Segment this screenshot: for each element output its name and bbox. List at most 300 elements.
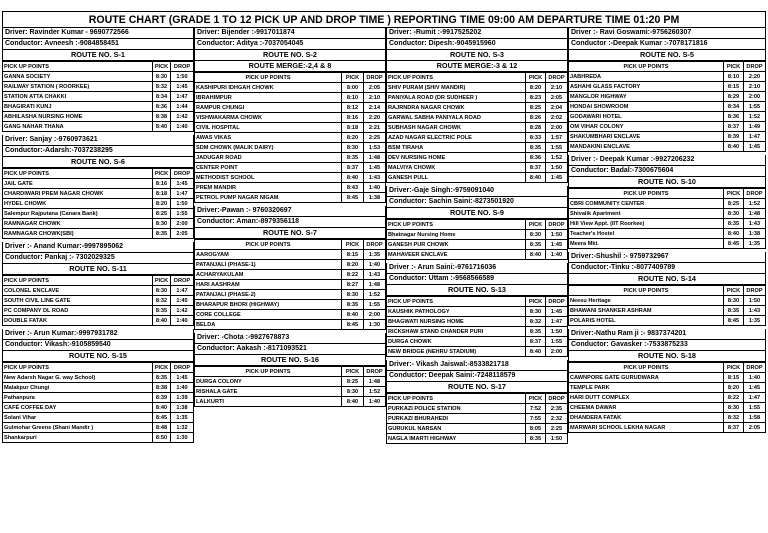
table-row bbox=[3, 306, 194, 316]
pick-time: 8:36 bbox=[724, 112, 744, 122]
driver-info: Driver: -Rumit :-9917525202 bbox=[386, 28, 568, 39]
pick-time: 8:39 bbox=[724, 132, 744, 142]
drop-time: 2:14 bbox=[364, 103, 386, 113]
pick-time: 8:40 bbox=[526, 250, 546, 260]
pick-up-points-header: PICK UP POINTS bbox=[387, 73, 526, 83]
stop-name: GODAWARI HOTEL bbox=[569, 112, 724, 122]
pick-time: 8:40 bbox=[153, 316, 171, 326]
drop-time: 2:00 bbox=[744, 92, 766, 102]
table-row bbox=[569, 72, 766, 82]
pick-time: 8:40 bbox=[526, 347, 546, 357]
stop-name: CAWNPORE GATE GURUDWARA bbox=[569, 373, 724, 383]
conductor-info: Conductor: Pankaj :- 7302029325 bbox=[2, 253, 194, 264]
stop-name: SHIV PURAM (SHIV MANDIR) bbox=[387, 83, 526, 93]
pick-time: 8:35 bbox=[526, 240, 546, 250]
drop-header: DROP bbox=[744, 189, 766, 199]
stop-name: BHAWANI SHANKER ASHRAM bbox=[569, 306, 724, 316]
pick-time: 8:45 bbox=[342, 193, 364, 203]
column-2 bbox=[194, 28, 386, 407]
table-row bbox=[3, 189, 194, 199]
driver-info: Driver:-Shushil :- 9759732967 bbox=[568, 252, 766, 263]
pick-time: 8:37 bbox=[342, 163, 364, 173]
drop-time: 2:04 bbox=[546, 103, 568, 113]
stop-name: BHAGIRATI KUNJ bbox=[3, 102, 153, 112]
table-row bbox=[569, 219, 766, 229]
stop-name: DHANDERA FATAK bbox=[569, 413, 724, 423]
stop-name: Teacher's Hostel bbox=[569, 229, 724, 239]
stop-name: CHEEMA DAWAR bbox=[569, 403, 724, 413]
pick-header: PICK bbox=[526, 73, 546, 83]
conductor-info: Conductor :-Deepak Kumar :-7078171816 bbox=[568, 39, 766, 50]
driver-info: Driver: Ravinder Kumar - 9690772566 bbox=[2, 28, 194, 39]
table-row bbox=[569, 403, 766, 413]
stop-name: CBRI COMMUNITY CENTER bbox=[569, 199, 724, 209]
drop-header: DROP bbox=[364, 367, 386, 377]
stop-name: PREM MANDIR bbox=[195, 183, 342, 193]
pick-up-points-header: PICK UP POINTS bbox=[387, 394, 526, 404]
drop-time: 1:45 bbox=[171, 296, 194, 306]
stop-name: BHARAPUR BHORI (HIGHWAY) bbox=[195, 300, 342, 310]
pick-time: 8:18 bbox=[153, 189, 171, 199]
stop-name: DOUBLE FATAK bbox=[3, 316, 153, 326]
stop-name: ABHILASHA NURSING HOME bbox=[3, 112, 153, 122]
pick-up-points-header: PICK UP POINTS bbox=[569, 363, 724, 373]
stop-name: CORE COLLEGE bbox=[195, 310, 342, 320]
route-table bbox=[194, 239, 386, 330]
drop-time: 2:35 bbox=[546, 404, 568, 414]
pick-up-points-header: PICK UP POINTS bbox=[195, 73, 342, 83]
table-row bbox=[3, 199, 194, 209]
pick-time: 8:20 bbox=[342, 133, 364, 143]
stop-name: Gulmohar Greens (Shani Mandir ) bbox=[3, 423, 153, 433]
conductor-info: Conductor: Badal:-7300675604 bbox=[568, 166, 766, 177]
drop-time: 1:45 bbox=[744, 383, 766, 393]
conductor-info: Conductor:-Tinku :-8077409789 bbox=[568, 263, 766, 274]
drop-header: DROP bbox=[744, 62, 766, 72]
drop-time: 1:35 bbox=[364, 250, 386, 260]
stop-name: CENTER POINT bbox=[195, 163, 342, 173]
drop-time: 1:47 bbox=[171, 92, 194, 102]
table-row bbox=[3, 229, 194, 239]
stop-name: New Adarsh Nagar G. way School) bbox=[3, 373, 153, 383]
pick-up-points-header: PICK UP POINTS bbox=[387, 220, 526, 230]
pick-time: 8:30 bbox=[153, 72, 171, 82]
pick-time: 8:40 bbox=[153, 122, 171, 132]
drop-time: 1:47 bbox=[546, 317, 568, 327]
pick-time: 8:35 bbox=[724, 306, 744, 316]
drop-time: 2:20 bbox=[364, 113, 386, 123]
pick-time: 8:35 bbox=[526, 143, 546, 153]
table-row bbox=[195, 377, 386, 387]
drop-time: 2:00 bbox=[171, 219, 194, 229]
drop-time: 2:10 bbox=[546, 83, 568, 93]
route-table bbox=[386, 393, 568, 444]
driver-info: Driver: -Chota :-9927678873 bbox=[194, 333, 386, 344]
pick-time: 7:52 bbox=[526, 404, 546, 414]
drop-time: 1:40 bbox=[171, 316, 194, 326]
stop-name: Solani Vihar bbox=[3, 413, 153, 423]
pick-up-points-header: PICK UP POINTS bbox=[387, 297, 526, 307]
pick-time: 8:33 bbox=[526, 133, 546, 143]
table-row bbox=[3, 102, 194, 112]
route-number: ROUTE NO. S-16 bbox=[194, 355, 386, 366]
route-number: ROUTE NO. S-9 bbox=[386, 208, 568, 219]
stop-name: SUBHASH NAGAR CHOWK bbox=[387, 123, 526, 133]
conductor-info: Conductor:-Adarsh:-7037238295 bbox=[2, 146, 194, 157]
driver-info: Driver: Sanjay :-9760973621 bbox=[2, 135, 194, 146]
pick-header: PICK bbox=[342, 240, 364, 250]
drop-header: DROP bbox=[364, 240, 386, 250]
table-row bbox=[3, 122, 194, 132]
drop-time: 1:43 bbox=[744, 219, 766, 229]
drop-time: 1:52 bbox=[744, 199, 766, 209]
stop-name: MAHAVEER ENCLAVE bbox=[387, 250, 526, 260]
route-number: ROUTE NO. S-18 bbox=[568, 351, 766, 362]
driver-info: Driver :- Deepak Kumar :-9927206232 bbox=[568, 155, 766, 166]
route-merge: ROUTE MERGE:-3 & 12 bbox=[386, 61, 568, 72]
pick-header: PICK bbox=[342, 367, 364, 377]
pick-time: 8:30 bbox=[342, 290, 364, 300]
table-row bbox=[195, 250, 386, 260]
drop-time: 2:05 bbox=[744, 423, 766, 433]
stop-name: Pathanpura bbox=[3, 393, 153, 403]
pick-time: 8:30 bbox=[526, 307, 546, 317]
drop-time: 1:48 bbox=[364, 280, 386, 290]
drop-time: 1:38 bbox=[171, 403, 194, 413]
pick-time: 8:45 bbox=[724, 239, 744, 249]
stop-name: HYDEL CHOWK bbox=[3, 199, 153, 209]
table-row bbox=[3, 393, 194, 403]
stop-name: AWAS VIKAS bbox=[195, 133, 342, 143]
table-row bbox=[195, 93, 386, 103]
table-row bbox=[3, 112, 194, 122]
route-table bbox=[568, 188, 766, 249]
table-row bbox=[569, 393, 766, 403]
stop-name: METHODIST SCHOOL bbox=[195, 173, 342, 183]
table-row bbox=[195, 113, 386, 123]
drop-time: 1:45 bbox=[744, 142, 766, 152]
route-block bbox=[386, 28, 568, 183]
table-row bbox=[569, 423, 766, 433]
pick-time: 8:35 bbox=[342, 153, 364, 163]
pick-time: 8:45 bbox=[724, 316, 744, 326]
table-row bbox=[569, 142, 766, 152]
stop-name: GURUKUL NARSAN bbox=[387, 424, 526, 434]
pick-time: 8:40 bbox=[724, 142, 744, 152]
route-number: ROUTE NO. S-5 bbox=[568, 50, 766, 61]
drop-time: 1:50 bbox=[546, 163, 568, 173]
table-row bbox=[569, 122, 766, 132]
stop-name: RAJRNDRA NAGAR CHOWK bbox=[387, 103, 526, 113]
route-number: ROUTE NO. S-3 bbox=[386, 50, 568, 61]
stop-name: PURKAZI BHURAHEDI bbox=[387, 414, 526, 424]
drop-time: 1:40 bbox=[364, 183, 386, 193]
table-row bbox=[569, 413, 766, 423]
pick-time: 8:35 bbox=[153, 373, 171, 383]
conductor-info: Conductor: Aakash :-8171093521 bbox=[194, 344, 386, 355]
pick-up-points-header: PICK UP POINTS bbox=[569, 62, 724, 72]
stop-name: COLONEL ENCLAVE bbox=[3, 286, 153, 296]
table-header-row bbox=[3, 276, 194, 286]
route-number: ROUTE NO. S-14 bbox=[568, 274, 766, 285]
conductor-info: Conductor: Aman:-8979356118 bbox=[194, 217, 386, 228]
table-row bbox=[387, 123, 568, 133]
drop-time: 2:02 bbox=[546, 113, 568, 123]
table-header-row bbox=[387, 73, 568, 83]
stop-name: RAMPUR CHUNGI bbox=[195, 103, 342, 113]
table-row bbox=[3, 296, 194, 306]
drop-time: 1:50 bbox=[744, 296, 766, 306]
drop-header: DROP bbox=[546, 73, 568, 83]
drop-time: 1:38 bbox=[744, 229, 766, 239]
stop-name: ACHARYAKULAM bbox=[195, 270, 342, 280]
stop-name: CAFÉ COFFEE DAY bbox=[3, 403, 153, 413]
pick-time: 8:35 bbox=[153, 229, 171, 239]
pick-time: 8:40 bbox=[724, 229, 744, 239]
table-row bbox=[569, 316, 766, 326]
pick-header: PICK bbox=[153, 62, 171, 72]
table-row bbox=[387, 230, 568, 240]
pick-time: 8:30 bbox=[724, 209, 744, 219]
table-header-row bbox=[387, 220, 568, 230]
drop-time: 1:52 bbox=[744, 112, 766, 122]
pick-up-points-header: PICK UP POINTS bbox=[3, 363, 153, 373]
drop-time: 1:40 bbox=[546, 250, 568, 260]
stop-name: HONDAI SHOWROOM bbox=[569, 102, 724, 112]
drop-time: 1:55 bbox=[744, 403, 766, 413]
drop-time: 2:10 bbox=[744, 82, 766, 92]
pick-up-points-header: PICK UP POINTS bbox=[3, 62, 153, 72]
drop-time: 2:20 bbox=[744, 72, 766, 82]
pick-time: 8:28 bbox=[526, 123, 546, 133]
table-row bbox=[387, 424, 568, 434]
table-row bbox=[3, 433, 194, 443]
stop-name: GANNA SOCIETY bbox=[3, 72, 153, 82]
pick-header: PICK bbox=[153, 169, 171, 179]
route-block bbox=[194, 206, 386, 330]
drop-time: 2:25 bbox=[546, 424, 568, 434]
stop-name: AZAD NAGAR ELECTRIC POLE bbox=[387, 133, 526, 143]
route-block bbox=[2, 28, 194, 132]
drop-time: 1:45 bbox=[364, 163, 386, 173]
route-table bbox=[568, 285, 766, 326]
stop-name: OM VIHAR COLONY bbox=[569, 122, 724, 132]
table-row bbox=[195, 300, 386, 310]
table-row bbox=[569, 373, 766, 383]
table-row bbox=[569, 209, 766, 219]
table-row bbox=[569, 296, 766, 306]
table-row bbox=[3, 413, 194, 423]
table-header-row bbox=[569, 62, 766, 72]
stop-name: Salempur Rajputana (Canara Bank) bbox=[3, 209, 153, 219]
pick-time: 8:15 bbox=[342, 250, 364, 260]
pick-time: 8:30 bbox=[153, 286, 171, 296]
drop-time: 1:30 bbox=[364, 320, 386, 330]
drop-time: 1:55 bbox=[171, 209, 194, 219]
table-header-row bbox=[195, 240, 386, 250]
route-table bbox=[2, 362, 194, 443]
stop-name: POLARIS HOTEL bbox=[569, 316, 724, 326]
conductor-info: Conductor: Vikash:-9105859540 bbox=[2, 340, 194, 351]
table-row bbox=[387, 404, 568, 414]
stop-name: Bhatnagar Nursing Home bbox=[387, 230, 526, 240]
table-row bbox=[3, 373, 194, 383]
pick-time: 8:29 bbox=[724, 92, 744, 102]
stop-name: GANESH PUR CHOWK bbox=[387, 240, 526, 250]
route-block bbox=[194, 28, 386, 203]
route-table bbox=[194, 72, 386, 203]
stop-name: HARI DUTT COMPLEX bbox=[569, 393, 724, 403]
stop-name: HARI AASHRAM bbox=[195, 280, 342, 290]
pick-time: 8:39 bbox=[153, 393, 171, 403]
drop-header: DROP bbox=[171, 276, 194, 286]
stop-name: RISHALA GATE bbox=[195, 387, 342, 397]
table-row bbox=[569, 306, 766, 316]
drop-time: 1:48 bbox=[744, 209, 766, 219]
stop-name: AAROGYAM bbox=[195, 250, 342, 260]
drop-time: 1:52 bbox=[546, 153, 568, 163]
pick-header: PICK bbox=[724, 286, 744, 296]
pick-time: 8:40 bbox=[153, 403, 171, 413]
stop-name: JABHREDA bbox=[569, 72, 724, 82]
drop-time: 2:05 bbox=[171, 229, 194, 239]
drop-time: 1:45 bbox=[546, 307, 568, 317]
drop-time: 1:47 bbox=[744, 393, 766, 403]
route-merge: ROUTE MERGE:-2,4 & 8 bbox=[194, 61, 386, 72]
stop-name: BHAGWATI NURSING HOME bbox=[387, 317, 526, 327]
table-row bbox=[387, 163, 568, 173]
pick-time: 8:25 bbox=[526, 103, 546, 113]
pick-time: 8:37 bbox=[724, 423, 744, 433]
route-block bbox=[568, 329, 766, 433]
table-row bbox=[3, 179, 194, 189]
drop-time: 1:45 bbox=[546, 173, 568, 183]
drop-header: DROP bbox=[171, 169, 194, 179]
pick-time: 8:00 bbox=[342, 83, 364, 93]
pick-header: PICK bbox=[153, 276, 171, 286]
drop-time: 1:57 bbox=[546, 133, 568, 143]
table-row bbox=[387, 113, 568, 123]
stop-name: DURGA CHOWK bbox=[387, 337, 526, 347]
drop-header: DROP bbox=[546, 220, 568, 230]
drop-time: 1:45 bbox=[171, 82, 194, 92]
stop-name: Shankarpuri bbox=[3, 433, 153, 443]
pick-time: 8:30 bbox=[342, 143, 364, 153]
stop-name: PATANJALI (PHASE-2) bbox=[195, 290, 342, 300]
pick-header: PICK bbox=[153, 363, 171, 373]
drop-time: 2:05 bbox=[364, 83, 386, 93]
conductor-info: Conductor: Uttam :-9568566589 bbox=[386, 274, 568, 285]
pick-time: 8:37 bbox=[526, 337, 546, 347]
drop-time: 1:35 bbox=[744, 239, 766, 249]
pick-up-points-header: PICK UP POINTS bbox=[569, 189, 724, 199]
pick-header: PICK bbox=[526, 394, 546, 404]
stop-name: GANG NAHAR THANA bbox=[3, 122, 153, 132]
route-table bbox=[568, 61, 766, 152]
table-row bbox=[387, 414, 568, 424]
route-table bbox=[2, 168, 194, 239]
pick-header: PICK bbox=[526, 220, 546, 230]
stop-name: PETROL PUMP NAGAR NIGAM bbox=[195, 193, 342, 203]
drop-time: 1:50 bbox=[546, 434, 568, 444]
conductor-info: Conductor: Avneesh :-9084858451 bbox=[2, 39, 194, 50]
table-header-row bbox=[3, 363, 194, 373]
table-row bbox=[3, 82, 194, 92]
drop-time: 1:47 bbox=[171, 286, 194, 296]
table-header-row bbox=[387, 297, 568, 307]
table-header-row bbox=[3, 169, 194, 179]
driver-info: Driver:-Pawan :- 9760320697 bbox=[194, 206, 386, 217]
pick-up-points-header: PICK UP POINTS bbox=[569, 286, 724, 296]
pick-time: 8:22 bbox=[342, 270, 364, 280]
stop-name: KAUSHIK PATHOLOGY bbox=[387, 307, 526, 317]
stop-name: IBRAHIMPUR bbox=[195, 93, 342, 103]
drop-time: 1:52 bbox=[364, 387, 386, 397]
table-row bbox=[195, 397, 386, 407]
table-header-row bbox=[569, 189, 766, 199]
drop-time: 1:53 bbox=[364, 143, 386, 153]
pick-time: 8:36 bbox=[153, 102, 171, 112]
drop-time: 1:50 bbox=[171, 199, 194, 209]
table-header-row bbox=[195, 367, 386, 377]
stop-name: PANIYALA ROAD (DR SUDHEER ) bbox=[387, 93, 526, 103]
pick-time: 8:35 bbox=[526, 434, 546, 444]
route-block bbox=[194, 333, 386, 407]
drop-time: 1:43 bbox=[364, 173, 386, 183]
driver-info: Driver:-Gaje Singh:-9759091040 bbox=[386, 186, 568, 197]
table-row bbox=[195, 143, 386, 153]
pick-time: 8:22 bbox=[724, 393, 744, 403]
stop-name: ASHAHI GLASS FACTORY bbox=[569, 82, 724, 92]
pick-time: 8:45 bbox=[342, 320, 364, 330]
pick-time: 8:32 bbox=[724, 413, 744, 423]
pick-time: 8:38 bbox=[153, 112, 171, 122]
drop-header: DROP bbox=[744, 363, 766, 373]
drop-time: 1:48 bbox=[364, 153, 386, 163]
route-table bbox=[194, 366, 386, 407]
table-row bbox=[195, 310, 386, 320]
drop-header: DROP bbox=[364, 73, 386, 83]
pick-time: 8:50 bbox=[153, 433, 171, 443]
stop-name: CHARDIWARI PREM NAGAR CHOWK bbox=[3, 189, 153, 199]
table-header-row bbox=[569, 286, 766, 296]
drop-time: 1:40 bbox=[744, 373, 766, 383]
table-row bbox=[195, 193, 386, 203]
pick-time: 8:37 bbox=[724, 122, 744, 132]
pick-time: 8:32 bbox=[153, 82, 171, 92]
drop-time: 1:50 bbox=[546, 230, 568, 240]
route-number: ROUTE NO. S-17 bbox=[386, 382, 568, 393]
drop-time: 1:50 bbox=[546, 327, 568, 337]
stop-name: BELDA bbox=[195, 320, 342, 330]
pick-time: 8:35 bbox=[526, 327, 546, 337]
drop-time: 2:05 bbox=[546, 93, 568, 103]
drop-time: 1:52 bbox=[364, 290, 386, 300]
route-table bbox=[2, 275, 194, 326]
pick-header: PICK bbox=[342, 73, 364, 83]
pick-header: PICK bbox=[724, 62, 744, 72]
stop-name: RAMNAGAR CHOWK(SBI) bbox=[3, 229, 153, 239]
table-row bbox=[195, 270, 386, 280]
stop-name: Meera Mkt. bbox=[569, 239, 724, 249]
drop-header: DROP bbox=[171, 62, 194, 72]
pick-time: 8:16 bbox=[153, 179, 171, 189]
pick-time: 8:32 bbox=[153, 296, 171, 306]
pick-time: 8:48 bbox=[153, 423, 171, 433]
pick-time: 8:40 bbox=[342, 310, 364, 320]
drop-time: 1:49 bbox=[744, 122, 766, 132]
stop-name: SHAKUMBHARI ENCLAVE bbox=[569, 132, 724, 142]
